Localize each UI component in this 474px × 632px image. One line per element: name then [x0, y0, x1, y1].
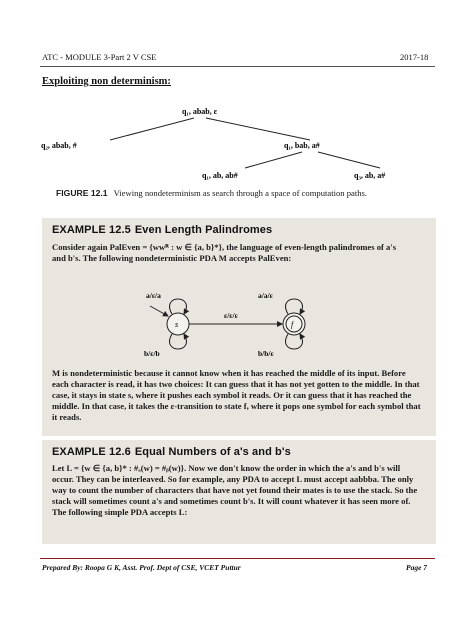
footer-left: Prepared By: Roopa G K, Asst. Prof. Dept of CSE, VCET Puttur: [42, 563, 241, 572]
example-12-5-body: M is nondeterministic because it cannot know when it has reached the middle of its input. Before each character is read, it has two choices: It can guess that it has not yet gotten to the middle. In that case, it stays in state s, where it pushes each symbol it reads. Or it can guess that it has reached the middle. In that case, it takes the ε-transition to state f, where it pops one symbol for each symbol that it reads.: [52, 368, 421, 423]
tree-edge: [318, 152, 380, 168]
loop-f-top: [286, 299, 303, 314]
tree-edge: [245, 152, 302, 168]
tree-right-right: q₃, ab, a#: [354, 171, 386, 180]
example-12-5-intro: Consider again PalEven = {wwᴿ : w ∈ {a, b}*}, the language of even-length palindromes of a's and b's. The following nondeterministic PDA M accepts PalEven:: [52, 242, 397, 264]
example-12-6-heading: [52, 446, 291, 458]
footer-page: Page 7: [406, 563, 428, 572]
pda-diagram: [130, 284, 330, 362]
header-right: 2017-18: [400, 52, 429, 62]
state-f-label: f: [291, 320, 294, 329]
tree-edge: [110, 118, 194, 140]
loop-s-top: [170, 299, 187, 314]
section-title: Exploiting non determinism:: [42, 76, 171, 87]
example-12-5-number: EXAMPLE 12.5: [52, 224, 131, 236]
example-12-5-title: Even Length Palindromes: [134, 224, 273, 236]
example-12-6-body: Let L = {w ∈ {a, b}* : #ₐ(w) = #ᵦ(w)}. Now we don't know the order in which the a's and b's will occur. They can be interleaved. So for example, any PDA to accept L must accept aabbba. The only way to count the number of characters that have not yet found their mates is to use the stack. So the stack will sometimes count a's and sometimes count b's. It will count whatever it has seen more of. The following simple PDA accepts L:: [52, 463, 418, 518]
tree-root: q₁, abab, ε: [182, 107, 218, 116]
header-rule: [40, 66, 435, 67]
footer-rule: [40, 558, 435, 559]
example-12-5-heading: [52, 224, 272, 236]
label-s-bottom: b/ε/b: [144, 349, 160, 358]
computation-tree: [40, 100, 435, 182]
label-transition: ε/ε/ε: [224, 311, 238, 320]
tree-edge: [206, 118, 310, 140]
tree-left: q₂, abab, #: [41, 141, 77, 150]
figure-label: FIGURE 12.1: [56, 188, 108, 198]
start-arrow: [150, 306, 168, 316]
tree-right: q₁, bab, a#: [284, 141, 320, 150]
tree-right-left: q₁, ab, ab#: [202, 171, 238, 180]
header-left: ATC - MODULE 3-Part 2 V CSE: [42, 52, 157, 62]
figure-caption-text: Viewing nondeterminism as search through a space of computation paths.: [113, 188, 368, 198]
figure-caption: [56, 188, 386, 199]
example-12-6-number: EXAMPLE 12.6: [52, 446, 131, 458]
loop-f-bottom: [286, 334, 303, 349]
example-12-6-title: Equal Numbers of a's and b's: [134, 446, 291, 458]
loop-s-bottom: [170, 334, 187, 349]
label-f-bottom: b/b/ε: [258, 349, 274, 358]
state-s-label: s: [175, 320, 179, 329]
label-f-top: a/a/ε: [258, 291, 273, 300]
label-s-top: a/ε/a: [146, 291, 161, 300]
